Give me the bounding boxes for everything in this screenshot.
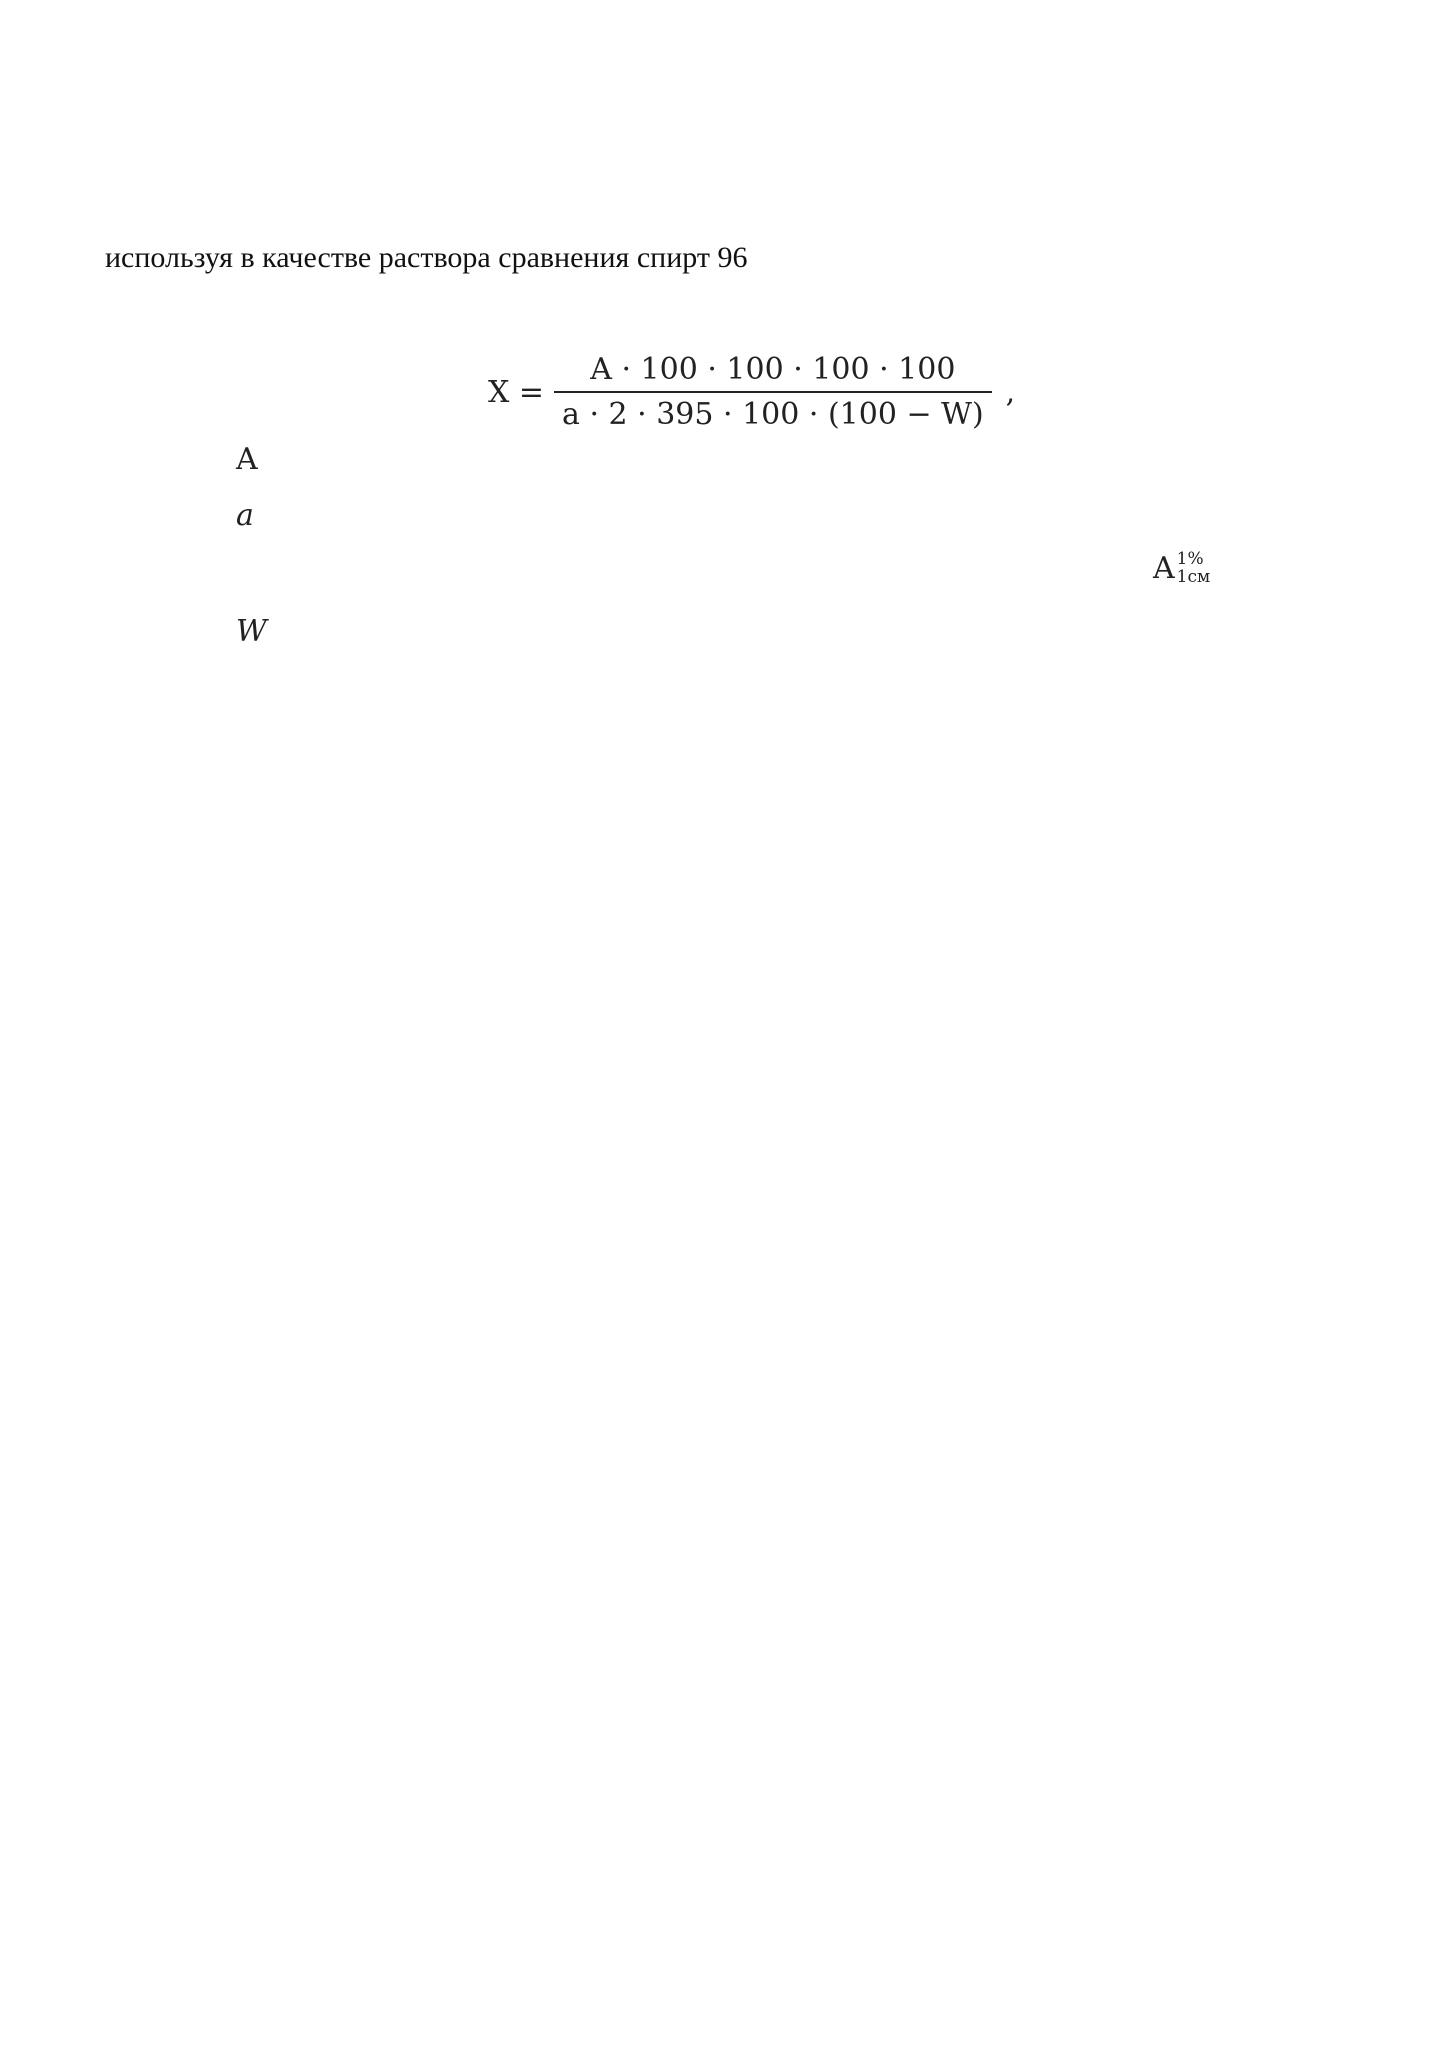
formula <box>488 352 1015 432</box>
formula-comma: , <box>1005 374 1016 410</box>
variable-a-lower: a <box>236 498 254 533</box>
variable-w: W <box>236 614 267 649</box>
formula-fraction <box>554 352 992 432</box>
formula-lhs: X = <box>488 374 545 410</box>
specific-absorbance-symbol <box>1153 550 1210 586</box>
coefficient-subscript: 1см <box>1176 567 1211 587</box>
variable-a-upper: A <box>236 442 258 477</box>
coefficient-superscript: 1% <box>1176 549 1204 569</box>
intro-text: используя в качестве раствора сравнения спирт 96 <box>105 241 748 274</box>
formula-numerator: A · 100 · 100 · 100 · 100 <box>590 352 956 387</box>
coefficient-scripts <box>1177 550 1211 586</box>
formula-denominator: a · 2 · 395 · 100 · (100 − W) <box>562 397 984 432</box>
coefficient-base: A <box>1153 550 1175 586</box>
